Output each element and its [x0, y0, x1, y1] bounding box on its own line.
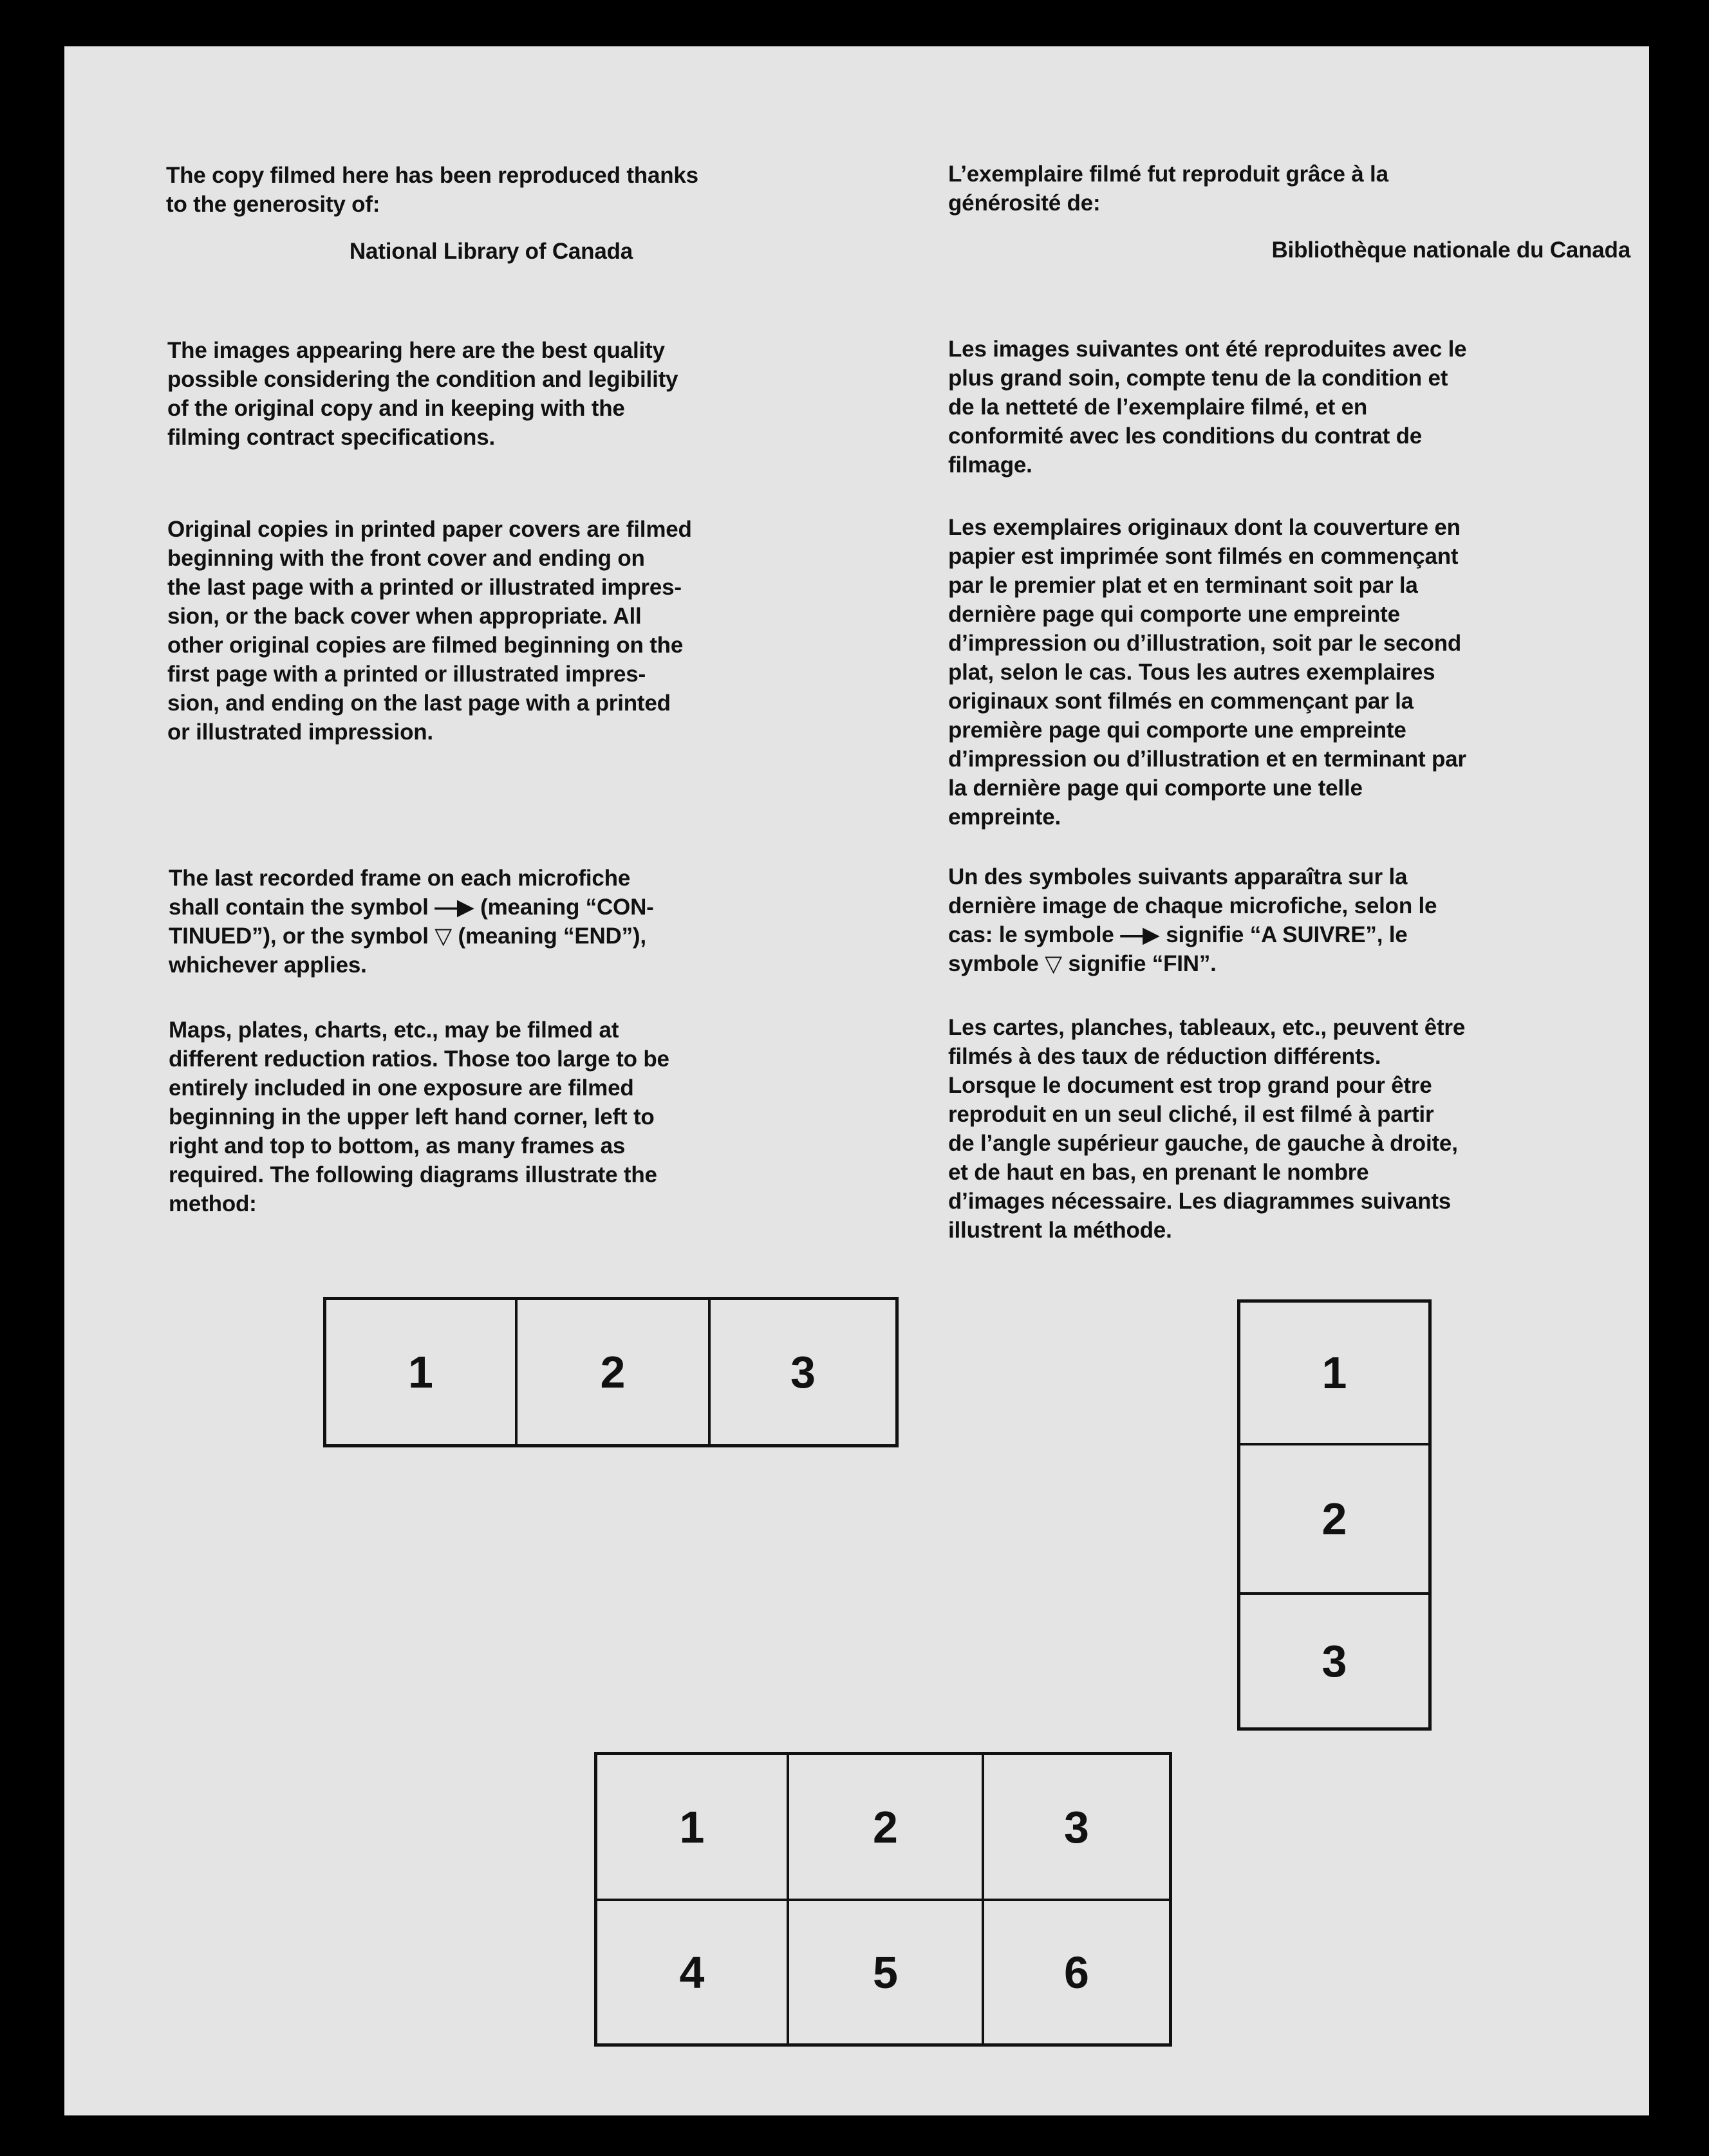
grid-frame-5: 5 [787, 1899, 982, 2043]
row-frame-2: 2 [515, 1300, 708, 1444]
english-originals-paragraph: Original copies in printed paper covers are filmed beginning with the front cover and ending on the last page with a printed or illustrated impres- sion, or the back cover when appropriate. All other original copies are filmed beginning on the first page with a printed or illustrated impres- sion, and ending on the last page with a printed or illustrated impression. [167, 517, 692, 745]
column-frame-2: 2 [1240, 1443, 1428, 1592]
grid-frame-1: 1 [679, 1801, 705, 1852]
grid-frame-4: 4 [597, 1899, 787, 2043]
grid-frame-2: 2 [787, 1755, 982, 1899]
column-frame-1: 1 [1321, 1348, 1347, 1398]
column-frame-3: 3 [1240, 1592, 1428, 1727]
grid-frame-3: 3 [982, 1755, 1169, 1899]
french-symbols-paragraph: Un des symboles suivants apparaîtra sur la dernière image de chaque microfiche, selon le cas: le symbole —▶ signifie “A SUIVRE”, le symbole ▽ signifie “FIN”. [948, 864, 1437, 976]
english-quality-paragraph: The images appearing here are the best quality possible considering the condition and legibility of the original copy and in keeping with the filming contract specifications. [167, 338, 678, 450]
row-frame-1: 1 [408, 1347, 433, 1397]
french-institution: Bibliothèque nationale du Canada [1271, 237, 1630, 263]
french-maps-paragraph: Les cartes, planches, tableaux, etc., peuvent être filmés à des taux de réduction différents. Lorsque le document est trop grand pour être reproduit en un seul cliché, il est filmé à partir de l’angle supérieur gauche, de gauche à droite, et de haut en bas, en prenant le nombre d’images nécessaire. Les diagrammes suivants illustrent la méthode. [948, 1015, 1466, 1243]
row-diagram [323, 1297, 899, 1447]
grid-diagram [594, 1752, 1172, 2047]
french-quality-paragraph: Les images suivantes ont été reproduites avec le plus grand soin, compte tenu de la condition et de la netteté de l’exemplaire filmé, et en conformité avec les conditions du contrat de filmage. [948, 337, 1467, 478]
grid-frame-6: 6 [982, 1899, 1169, 2043]
french-thanks: L’exemplaire filmé fut reproduit grâce à la générosité de: [948, 162, 1388, 216]
row-frame-3: 3 [708, 1300, 895, 1444]
filming-notice-sheet [64, 46, 1649, 2115]
english-thanks: The copy filmed here has been reproduced thanks to the generosity of: [166, 163, 698, 217]
column-diagram [1237, 1299, 1432, 1731]
english-institution: National Library of Canada [349, 239, 633, 264]
english-maps-paragraph: Maps, plates, charts, etc., may be filmed at different reduction ratios. Those too large to be entirely included in one exposure are filmed beginning in the upper left hand corner, left to right and top to bottom, as many frames as required. The following diagrams illustrate the method: [169, 1018, 669, 1216]
english-symbols-paragraph: The last recorded frame on each microfiche shall contain the symbol —▶ (meaning “CON- TINUED”), or the symbol ▽ (meaning “END”), whichever applies. [169, 866, 654, 978]
french-originals-paragraph: Les exemplaires originaux dont la couverture en papier est imprimée sont filmés en commençant par le premier plat et en terminant soit par la dernière page qui comporte une empreinte d’impression ou d’illustration, soit par le second plat, selon le cas. Tous les autres exemplaires originaux sont filmés en commençant par la première page qui comporte une empreinte d’impression ou d’illustration et en terminant par la dernière page qui comporte une telle empreinte. [948, 515, 1466, 830]
